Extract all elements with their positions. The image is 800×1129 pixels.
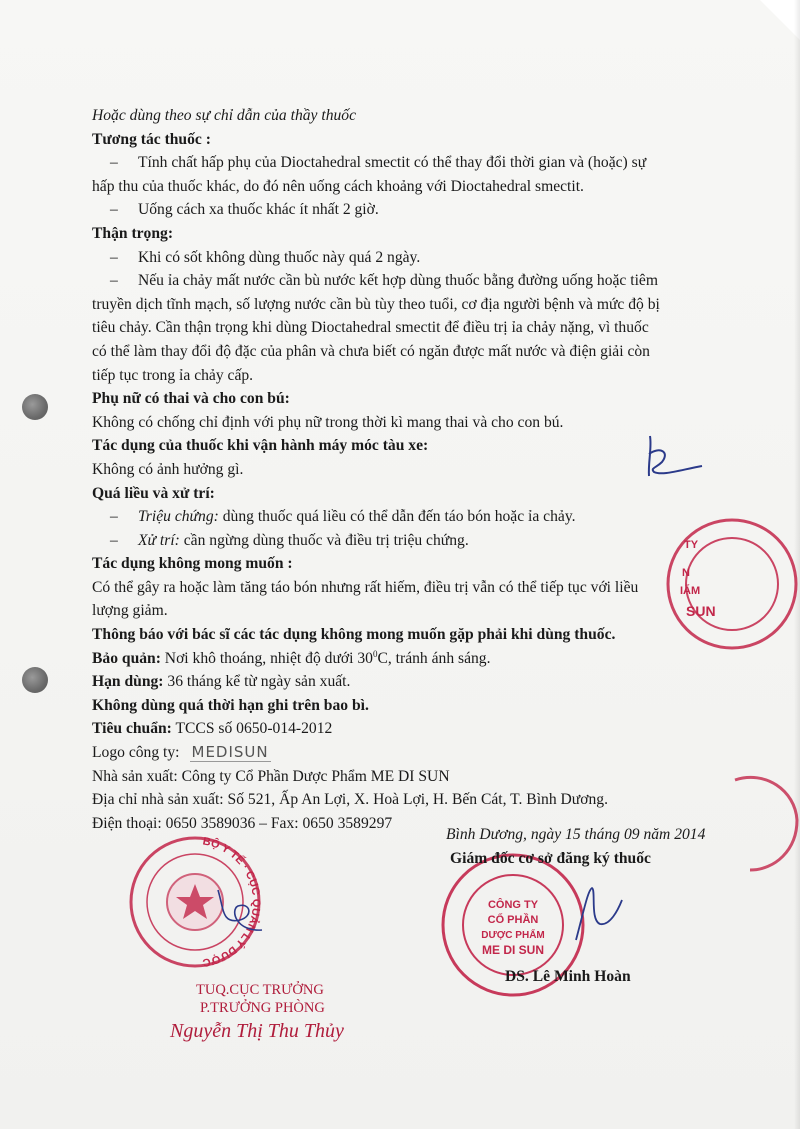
director-title: Giám đốc cơ sở đăng ký thuốc xyxy=(450,850,651,867)
director-name: DS. Lê Minh Hoàn xyxy=(505,968,631,985)
usage-note: Hoặc dùng theo sự chỉ dẫn của thầy thuốc xyxy=(92,107,357,124)
svg-text:N: N xyxy=(682,567,690,579)
shelf-life: Hạn dùng: 36 tháng kể từ ngày sản xuất. xyxy=(92,673,351,691)
doctor-notice: Thông báo với bác sĩ các tác dụng không mong muốn gặp phải khi dùng thuốc. xyxy=(92,626,616,644)
manufacturer: Nhà sản xuất: Công ty Cổ Phần Dược Phẩm ME DI SUN xyxy=(92,767,450,785)
overdose-symptoms: – Triệu chứng: dùng thuốc quá liều có thể dẫn đến táo bón hoặc ỉa chảy. xyxy=(110,508,576,526)
storage: Bảo quản: Nơi khô thoáng, nhiệt độ dưới $30^0C$, tránh ánh sáng. xyxy=(92,648,491,667)
punch-hole-bottom xyxy=(22,667,48,693)
interaction-item-2: – Uống cách xa thuốc khác ít nhất 2 giờ. xyxy=(110,201,379,219)
signing-date: Bình Dương, ngày 15 tháng 09 năm 2014 xyxy=(446,826,706,843)
standard: Tiêu chuẩn: TCCS số 0650-014-2012 xyxy=(92,720,333,738)
heading-pregnancy: Phụ nữ có thai và cho con bú: xyxy=(92,390,290,408)
pregnancy-text: Không có chống chỉ định với phụ nữ trong thời kì mang thai và cho con bú. xyxy=(92,413,564,431)
punch-hole-top xyxy=(22,394,48,420)
ministry-title-1: TUQ.CỤC TRƯỞNG xyxy=(196,982,324,998)
ministry-signer-name: Nguyễn Thị Thu Thủy xyxy=(170,1020,344,1042)
svg-text:TY: TY xyxy=(684,539,699,551)
ministry-title-2: P.TRƯỞNG PHÒNG xyxy=(200,1000,325,1016)
interaction-item-1: – Tính chất hấp phụ của Dioctahedral smectit có thể thay đổi thời gian và (hoặc) sự xyxy=(110,154,647,172)
interaction-item-1-cont: hấp thu của thuốc khác, do đó nên uống cách khoảng với Dioctahedral smectit. xyxy=(92,177,584,195)
initial-signature xyxy=(640,428,710,488)
svg-text:CỔ PHẦN: CỔ PHẦN xyxy=(487,914,539,926)
svg-text:ME DI SUN: ME DI SUN xyxy=(481,943,545,957)
ministry-signature-scribble xyxy=(210,880,270,940)
stamp-fragment-right xyxy=(715,770,800,880)
phone-fax: Điện thoại: 0650 3589036 – Fax: 0650 3589297 xyxy=(92,814,393,832)
svg-text:IẨM: IẨM xyxy=(680,585,701,597)
company-stamp-partial-right xyxy=(660,512,800,662)
side-effects-text-cont: lượng giảm. xyxy=(92,602,168,620)
heading-side-effects: Tác dụng không mong muốn : xyxy=(92,555,293,573)
precaution-item-2-cont-2: tiêu chảy. Cần thận trọng khi dùng Dioctahedral smectit để điều trị ỉa chảy nặng, vì thuốc xyxy=(92,319,649,337)
manufacturer-address: Địa chỉ nhà sản xuất: Số 521, Ấp An Lợi, X. Hoà Lợi, H. Bến Cát, T. Bình Dương. xyxy=(92,791,608,809)
svg-text:DƯỢC PHẨM: DƯỢC PHẨM xyxy=(481,930,545,941)
svg-text:SUN: SUN xyxy=(686,603,716,619)
heading-driving: Tác dụng của thuốc khi vận hành máy móc tàu xe: xyxy=(92,437,429,455)
svg-text:CÔNG TY: CÔNG TY xyxy=(487,899,539,911)
precaution-item-2-cont-3: có thể làm thay đổi độ đặc của phân và chưa biết có ngăn được mất nước và điện giải còn xyxy=(92,342,650,360)
precaution-item-2-cont-4: tiếp tục trong ỉa chảy cấp. xyxy=(92,366,254,384)
precaution-item-1: – Khi có sốt không dùng thuốc này quá 2 ngày. xyxy=(110,248,421,266)
precaution-item-2-cont-1: truyền dịch tĩnh mạch, số lượng nước cần bù tùy theo tuổi, cơ địa người bệnh và mức độ bị xyxy=(92,295,660,313)
director-signature xyxy=(570,880,630,950)
heading-drug-interactions: Tương tác thuốc : xyxy=(92,130,211,148)
svg-text:BỘ Y TẾ · CỤC QUẢN LÝ DƯỢC: BỘ Y TẾ · CỤC QUẢN LÝ DƯỢC xyxy=(201,835,263,969)
expiry-warning: Không dùng quá thời hạn ghi trên bao bì. xyxy=(92,696,369,714)
company-logo-line: Logo công ty: MEDISUN xyxy=(92,743,269,762)
overdose-treatment: – Xử trí: cần ngừng dùng thuốc và điều trị triệu chứng. xyxy=(110,531,469,549)
medisun-logo: MEDISUN xyxy=(191,743,269,762)
driving-text: Không có ảnh hưởng gì. xyxy=(92,460,244,478)
heading-overdose: Quá liều và xử trí: xyxy=(92,484,215,502)
side-effects-text: Có thể gây ra hoặc làm tăng táo bón nhưng rất hiếm, điều trị vẫn có thể tiếp tục với liều xyxy=(92,578,639,596)
heading-precautions: Thận trọng: xyxy=(92,224,174,242)
precaution-item-2: – Nếu ỉa chảy mất nước cần bù nước kết hợp dùng thuốc bằng đường uống hoặc tiêm xyxy=(110,272,658,290)
